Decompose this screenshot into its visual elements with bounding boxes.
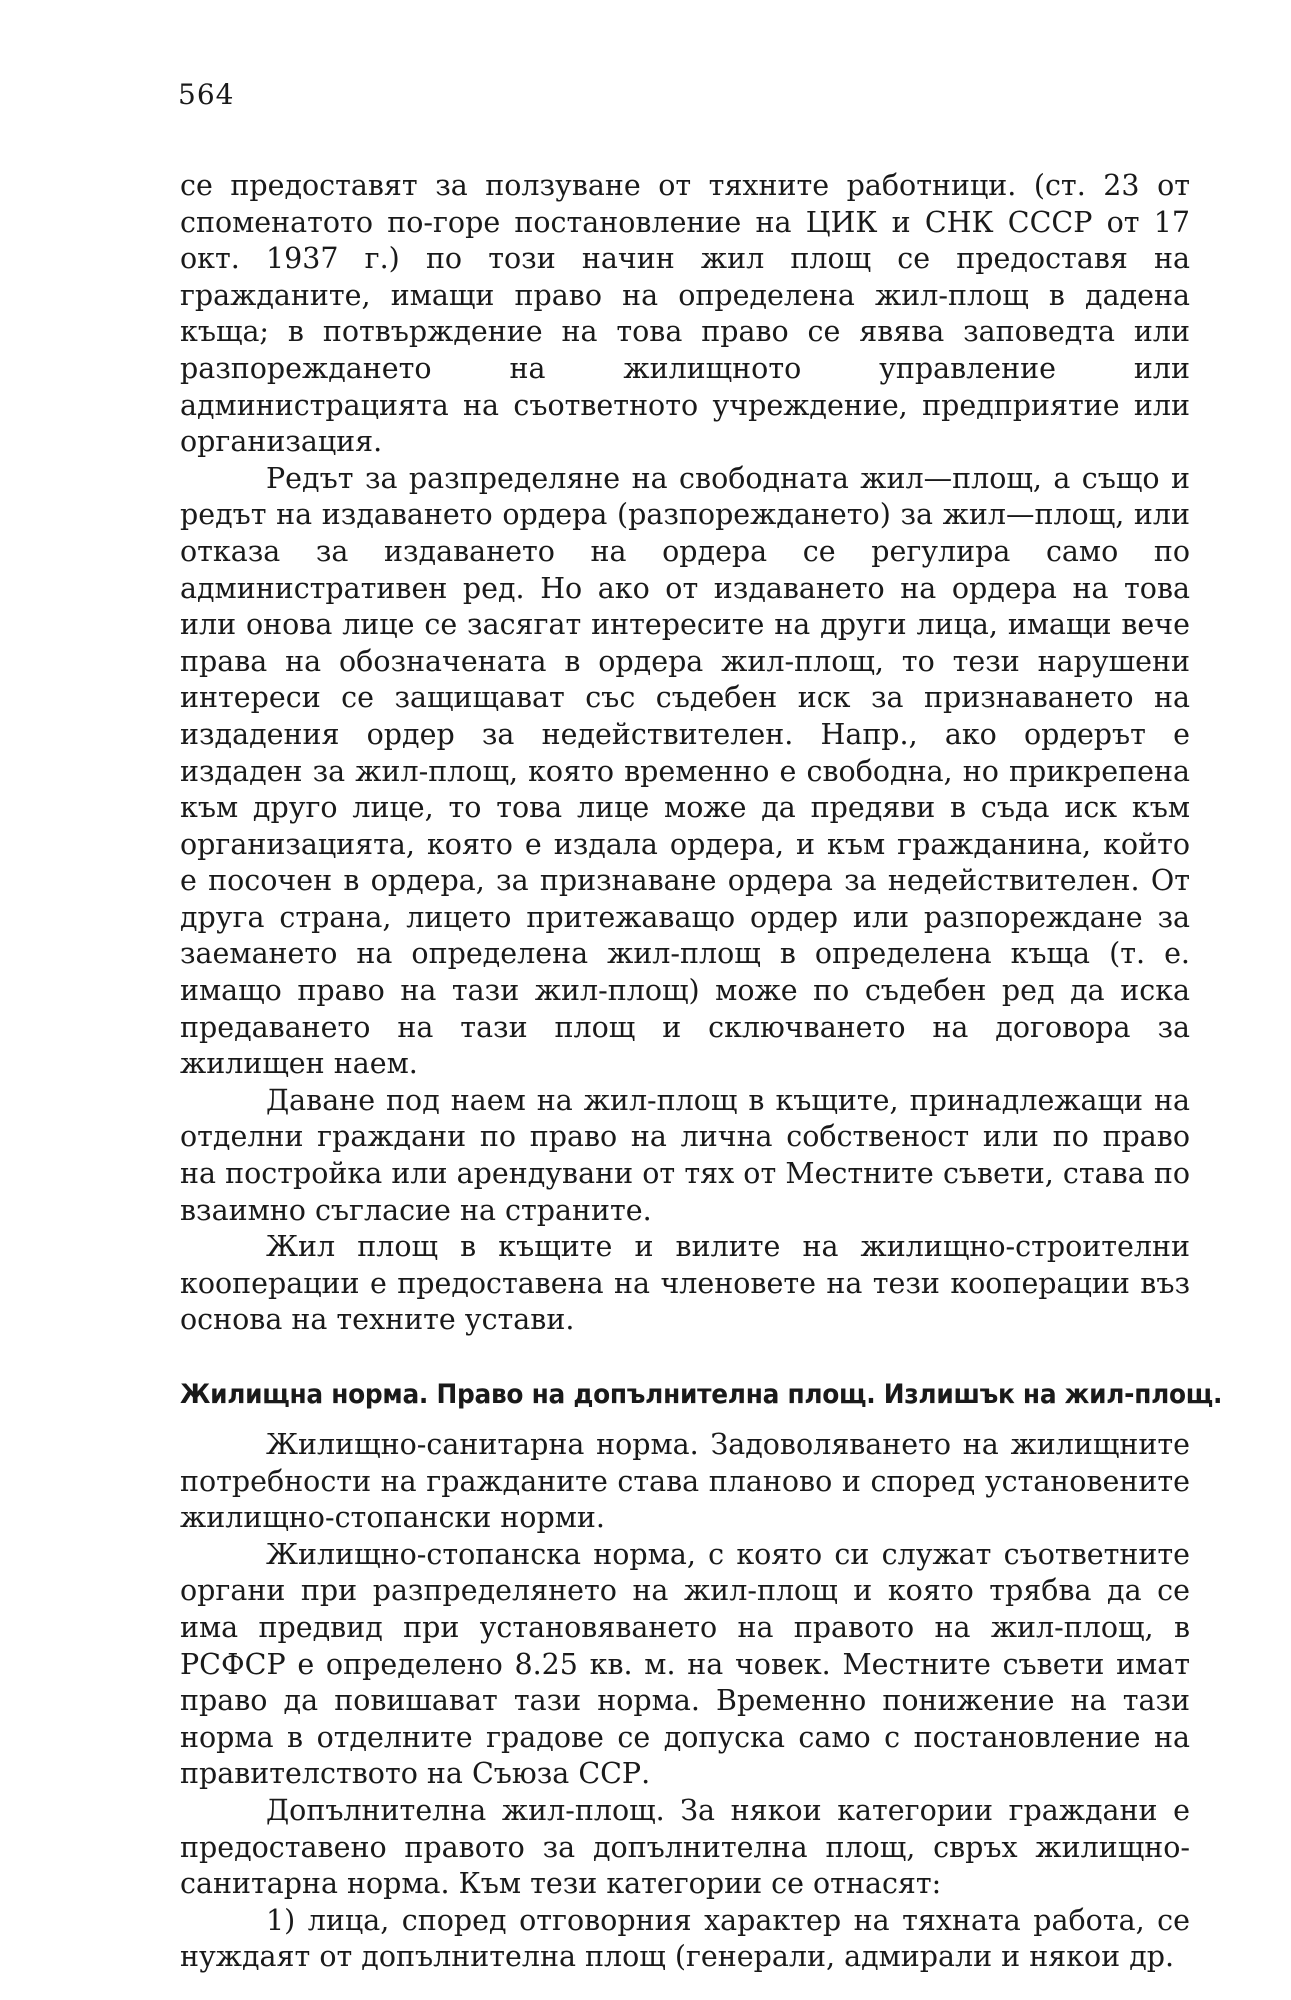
paragraph-additional-space: Допълнителна жил-площ. За някои категории граждани е предоставено правото за допълнителна площ, свръх жилищно-санитарна норма. Към тези категории се отнасят: [180,1793,1190,1901]
list-item-1: 1) лица, според отговорния характер на тяхната работа, се нуждаят от допълнителна площ (генерали, адмирали и някои др. [180,1903,1190,1974]
page-body [180,168,1223,1976]
section-heading: Жилищна норма. Право на допълнителна площ. Излишък на жил-площ. [180,1379,1223,1410]
paragraph-continuation: се предоставят за ползуване от тяхните работници. (ст. 23 от споменатото по-горе постановление на ЦИК и СНК СССР от 17 окт. 1937 г.) по този начин жил площ се предоставя на гражданите, имащи право на определена жил-площ в дадена къща; в потвърждение на това право се явява заповедта или разпореждането на жилищното управление или администрацията на съответното учреждение, предприятие или организация. [180,169,1190,459]
paragraph-sanitary-norm: Жилищно-санитарна норма. Задоволяването на жилищните потребности на гражданите става планово и според установените жилищно-стопански норми. [180,1428,1190,1535]
paragraph-order-distribution: Редът за разпределяне на свободната жил—площ, а също и редът на издаването ордера (разпореждането) за жил—площ, или отказа за издаването на ордера се регулира само по административен ред. Но ако от издаването на ордера на това или онова лице се засягат интересите на други лица, имащи вече права на обозначената в ордера жил-площ, то тези нарушени интереси се защищават със съдебен иск за признаването на издадения ордер за недействителен. Напр., ако ордерът е издаден за жил-площ, която временно е свободна, но прикрепена към друго лице, то това лице може да предяви в съда иск към организацията, която е издала ордера, и към гражданина, който е посочен в ордера, за признаване ордера за недействителен. От друга страна, лицето притежаващо ордер или разпореждане за заемането на определена жил-площ в определена къща (т. е. имащо право на тази жил-площ) може по съдебен ред да иска предаването на тази площ и сключването на договора за жилищен наем. [180,461,1190,1081]
page-number: 564 [178,78,235,111]
paragraph-cooperatives: Жил площ в къщите и вилите на жилищно-строителни кооперации е предоставена на членовете на тези кооперации въз основа на техните устави. [180,1230,1190,1337]
paragraph-private-lease: Даване под наем на жил-площ в къщите, принадлежащи на отделни граждани по право на лична собственост или по право на постройка или арендувани от тях от Местните съвети, става по взаимно съгласие на страните. [180,1083,1190,1227]
paragraph-economic-norm: Жилищно-стопанска норма, с която си служат съответните органи при разпределянето на жил-площ и която трябва да се има предвид при установяването на правото на жил-площ, в РСФСР е определено 8.25 кв. м. на човек. Местните съвети имат право да повишават тази норма. Временно понижение на тази норма в отделните градове се допуска само с постановление на правителството на Съюза ССР. [180,1537,1190,1791]
